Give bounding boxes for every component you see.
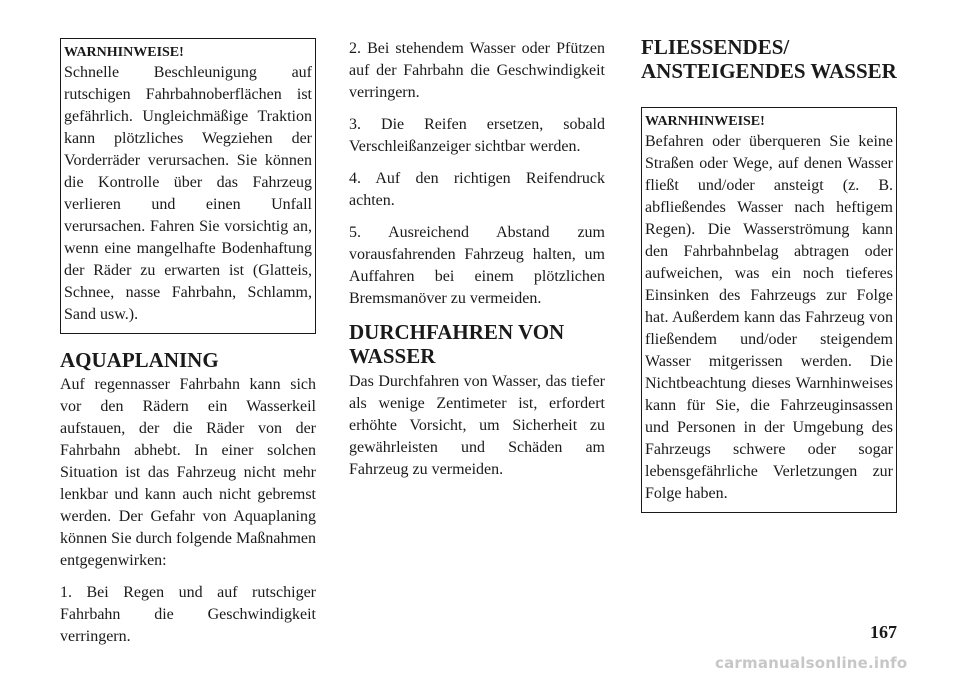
- heading-line-2: ANSTEIGENDES WASSER: [641, 59, 897, 83]
- column-right: [641, 35, 897, 513]
- warning-box-traction: [60, 38, 316, 334]
- heading-water-crossing: [349, 320, 605, 368]
- column-left: [60, 38, 316, 658]
- water-crossing-text: Das Durchfahren von Wasser, das tiefer als wenige Zentimeter ist, erfordert erhöhte Vorsicht, um Sicherheit zu gewährleisten und Schäden am Fahrzeug zu vermeiden.: [349, 373, 605, 478]
- aquaplaning-intro: Auf regennasser Fahrbahn kann sich vor den Rädern ein Wasserkeil aufstauen, der die Räder von der Fahrbahn abhebt. In einer solchen Situation ist das Fahrzeug nicht mehr lenkbar und kann auch nicht gebremst werden. Der Gefahr von Aquaplaning können Sie durch folgende Maßnahmen entgegenwirken:: [60, 376, 316, 569]
- heading-line-1: FLIESSENDES/: [641, 35, 790, 59]
- list-item-4: 4. Auf den richtigen Reifendruck achten.: [349, 170, 605, 209]
- watermark: carmanualsonline.info: [715, 654, 908, 672]
- warning-text: Schnelle Beschleunigung auf rutschigen Fahrbahnoberflächen ist gefährlich. Ungleichmäßige Traktion kann plötzliches Wegziehen der Vorderräder verursachen. Sie können die Kontrolle über das Fahrzeug verlieren und einen Unfall verursachen. Fahren Sie vorsichtig an, wenn eine mangelhafte Bodenhaftung der Räder zu erwarten ist (Glatteis, Schnee, nasse Fahrbahn, Schlamm, Sand usw.).: [64, 64, 312, 323]
- heading-line-2: WASSER: [349, 344, 436, 368]
- list-item-5: 5. Ausreichend Abstand zum vorausfahrenden Fahrzeug halten, um Auffahren bei einem plötzlichen Bremsmanöver zu vermeiden.: [349, 224, 605, 307]
- warning-title: WARNHINWEISE!: [64, 45, 184, 60]
- list-item-1: 1. Bei Regen und auf rutschiger Fahrbahn die Geschwindigkeit verringern.: [60, 584, 316, 645]
- warning-text: Befahren oder überqueren Sie keine Straßen oder Wege, auf denen Wasser fließt und/oder ansteigt (z. B. abfließendes Wasser nach heftigem Regen). Die Wasserströmung kann den Fahrbahnbelag abtragen oder aufweichen, was ein noch tieferes Einsinken des Fahrzeugs zur Folge hat. Außerdem kann das Fahrzeug von fließendem und/oder steigendem Wasser mitgerissen werden. Die Nichtbeachtung dieses Warnhinweises kann für Sie, die Fahrzeuginsassen und Personen in der Umgebung des Fahrzeugs schwere oder sogar lebensgefährliche Verletzungen zur Folge haben.: [645, 133, 893, 502]
- list-item-3: 3. Die Reifen ersetzen, sobald Verschleißanzeiger sichtbar werden.: [349, 116, 605, 155]
- warning-box-flowing-water: [641, 107, 897, 513]
- page-number: 167: [870, 622, 897, 642]
- list-item-2: 2. Bei stehendem Wasser oder Pfützen auf der Fahrbahn die Geschwindigkeit verringern.: [349, 40, 605, 101]
- column-middle: [349, 38, 605, 491]
- heading-aquaplaning: AQUAPLANING: [60, 348, 219, 372]
- warning-title: WARNHINWEISE!: [645, 114, 765, 129]
- heading-flowing-water: [641, 35, 897, 83]
- heading-line-1: DURCHFAHREN VON: [349, 320, 565, 344]
